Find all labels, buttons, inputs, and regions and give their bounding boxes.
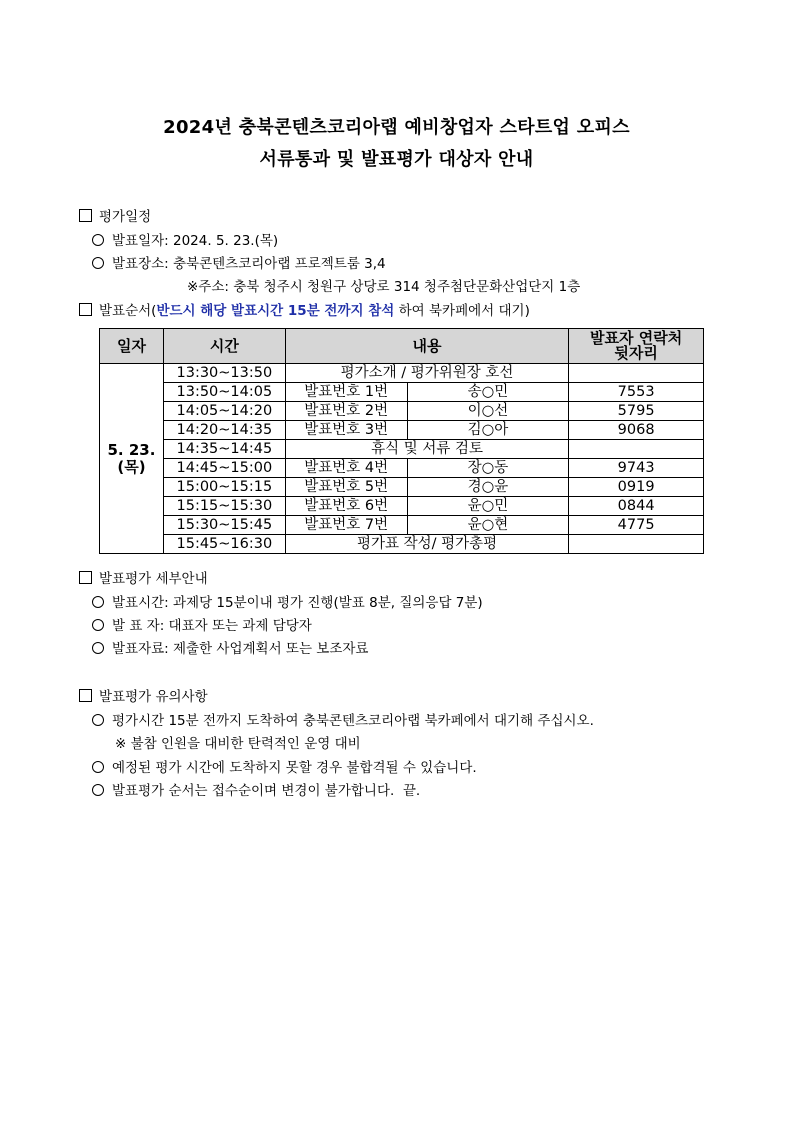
notice-note: ※ 불참 인원을 대비한 탄력적인 운영 대비 [115, 736, 361, 752]
circle-bullet-icon [92, 642, 104, 654]
presentation-place: 발표장소: 충북콘텐츠코리아랩 프로젝트룸 3,4 [112, 256, 386, 272]
content-cell: 평가소개 / 평가위원장 호선 [285, 364, 568, 383]
list-item [92, 232, 278, 250]
schedule-table [99, 328, 704, 554]
content-cell: 발표번호 4번 [285, 459, 407, 478]
table-row [100, 421, 704, 440]
circle-bullet-icon [92, 596, 104, 608]
content-cell: 발표번호 7번 [285, 516, 407, 535]
phone-cell: 0919 [569, 478, 704, 497]
time-cell: 13:30~13:50 [163, 364, 285, 383]
circle-bullet-icon [92, 257, 104, 269]
section-schedule [79, 208, 151, 226]
table-header-row [100, 329, 704, 364]
content-cell: 발표번호 3번 [285, 421, 407, 440]
presenter-name: 윤○민 [407, 497, 569, 516]
circle-bullet-icon [92, 234, 104, 246]
list-item: 발표자료: 제출한 사업계획서 또는 보조자료 [92, 640, 368, 658]
phone-cell: 0844 [569, 497, 704, 516]
header-date: 일자 [100, 329, 164, 364]
table-row [100, 402, 704, 421]
list-item: 발표평가 순서는 접수순이며 변경이 불가합니다. 끝. [92, 782, 420, 800]
section-heading: 발표평가 세부안내 [99, 571, 208, 587]
table-row [100, 383, 704, 402]
section-heading: 평가일정 [99, 209, 152, 225]
section-heading: 발표순서( [99, 303, 157, 319]
time-cell: 14:45~15:00 [163, 459, 285, 478]
section-heading: 발표평가 유의사항 [99, 689, 208, 705]
phone-cell: 7553 [569, 383, 704, 402]
table-row [100, 535, 704, 554]
header-content: 내용 [285, 329, 568, 364]
checkbox-square-icon [79, 209, 92, 222]
list-item: 발 표 자: 대표자 또는 과제 담당자 [92, 617, 312, 635]
header-contact: 발표자 연락처 뒷자리 [569, 329, 704, 364]
table-row [100, 516, 704, 535]
circle-bullet-icon [92, 784, 104, 796]
time-cell: 14:05~14:20 [163, 402, 285, 421]
highlight-text: 반드시 해당 발표시간 15분 전까지 참석 [156, 303, 395, 319]
content-cell: 발표번호 2번 [285, 402, 407, 421]
document-subtitle: 서류통과 및 발표평가 대상자 안내 [259, 149, 534, 170]
presenter-name: 윤○현 [407, 516, 569, 535]
table-row [100, 364, 704, 383]
section-order [79, 302, 530, 320]
phone-cell: 5795 [569, 402, 704, 421]
presenter-name: 이○선 [407, 402, 569, 421]
phone-cell: 4775 [569, 516, 704, 535]
presentation-date: 발표일자: 2024. 5. 23.(목) [112, 233, 279, 249]
phone-cell [569, 440, 704, 459]
phone-cell: 9743 [569, 459, 704, 478]
section-details [79, 570, 208, 588]
time-cell: 14:35~14:45 [163, 440, 285, 459]
list-item [92, 255, 386, 273]
table-row [100, 440, 704, 459]
checkbox-square-icon [79, 303, 92, 316]
time-cell: 15:15~15:30 [163, 497, 285, 516]
checkbox-square-icon [79, 571, 92, 584]
phone-cell: 9068 [569, 421, 704, 440]
presenter-name: 송○민 [407, 383, 569, 402]
time-cell: 15:30~15:45 [163, 516, 285, 535]
section-heading-tail: 하여 북카페에서 대기) [394, 303, 530, 319]
presenter-name: 장○동 [407, 459, 569, 478]
content-cell: 평가표 작성/ 평가총평 [285, 535, 568, 554]
document-title: 2024년 충북콘텐츠코리아랩 예비창업자 스타트업 오피스 [163, 117, 630, 138]
presenter-name: 경○윤 [407, 478, 569, 497]
table-row [100, 497, 704, 516]
content-cell: 발표번호 1번 [285, 383, 407, 402]
table-row [100, 478, 704, 497]
section-notice [79, 688, 208, 706]
time-cell: 14:20~14:35 [163, 421, 285, 440]
presenter-name: 김○아 [407, 421, 569, 440]
content-cell: 발표번호 6번 [285, 497, 407, 516]
circle-bullet-icon [92, 761, 104, 773]
phone-cell [569, 364, 704, 383]
date-cell: 5. 23. (목) [100, 364, 164, 554]
content-cell: 발표번호 5번 [285, 478, 407, 497]
phone-cell [569, 535, 704, 554]
address-note: ※주소: 충북 청주시 청원구 상당로 314 청주첨단문화산업단지 1층 [187, 279, 581, 295]
header-time: 시간 [163, 329, 285, 364]
time-cell: 15:00~15:15 [163, 478, 285, 497]
list-item: 발표시간: 과제당 15분이내 평가 진행(발표 8분, 질의응답 7분) [92, 594, 483, 612]
checkbox-square-icon [79, 689, 92, 702]
time-cell: 15:45~16:30 [163, 535, 285, 554]
table-row [100, 459, 704, 478]
content-cell: 휴식 및 서류 검토 [285, 440, 568, 459]
circle-bullet-icon [92, 619, 104, 631]
circle-bullet-icon [92, 714, 104, 726]
list-item: 예정된 평가 시간에 도착하지 못할 경우 불합격될 수 있습니다. [92, 759, 477, 777]
list-item: 평가시간 15분 전까지 도착하여 충북콘텐츠코리아랩 북카페에서 대기해 주십시오. [92, 712, 594, 730]
time-cell: 13:50~14:05 [163, 383, 285, 402]
